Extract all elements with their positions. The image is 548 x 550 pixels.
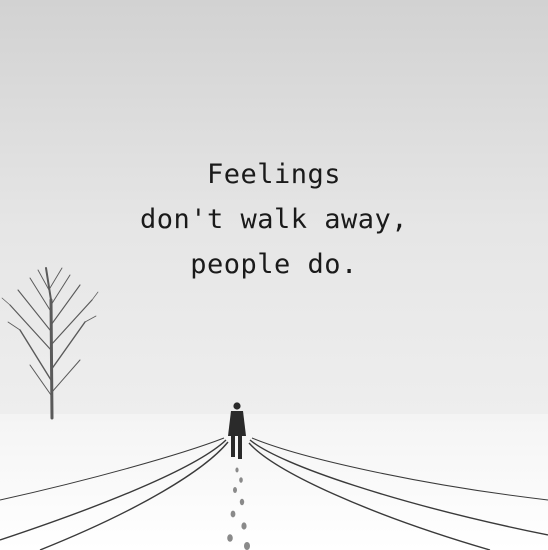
quote-line-2: don't walk away, [139,204,409,235]
quote-line-3: people do. [190,249,358,280]
quote-text [0,152,548,287]
quote-line-1: Feelings [206,159,342,190]
snow-field [0,414,548,550]
